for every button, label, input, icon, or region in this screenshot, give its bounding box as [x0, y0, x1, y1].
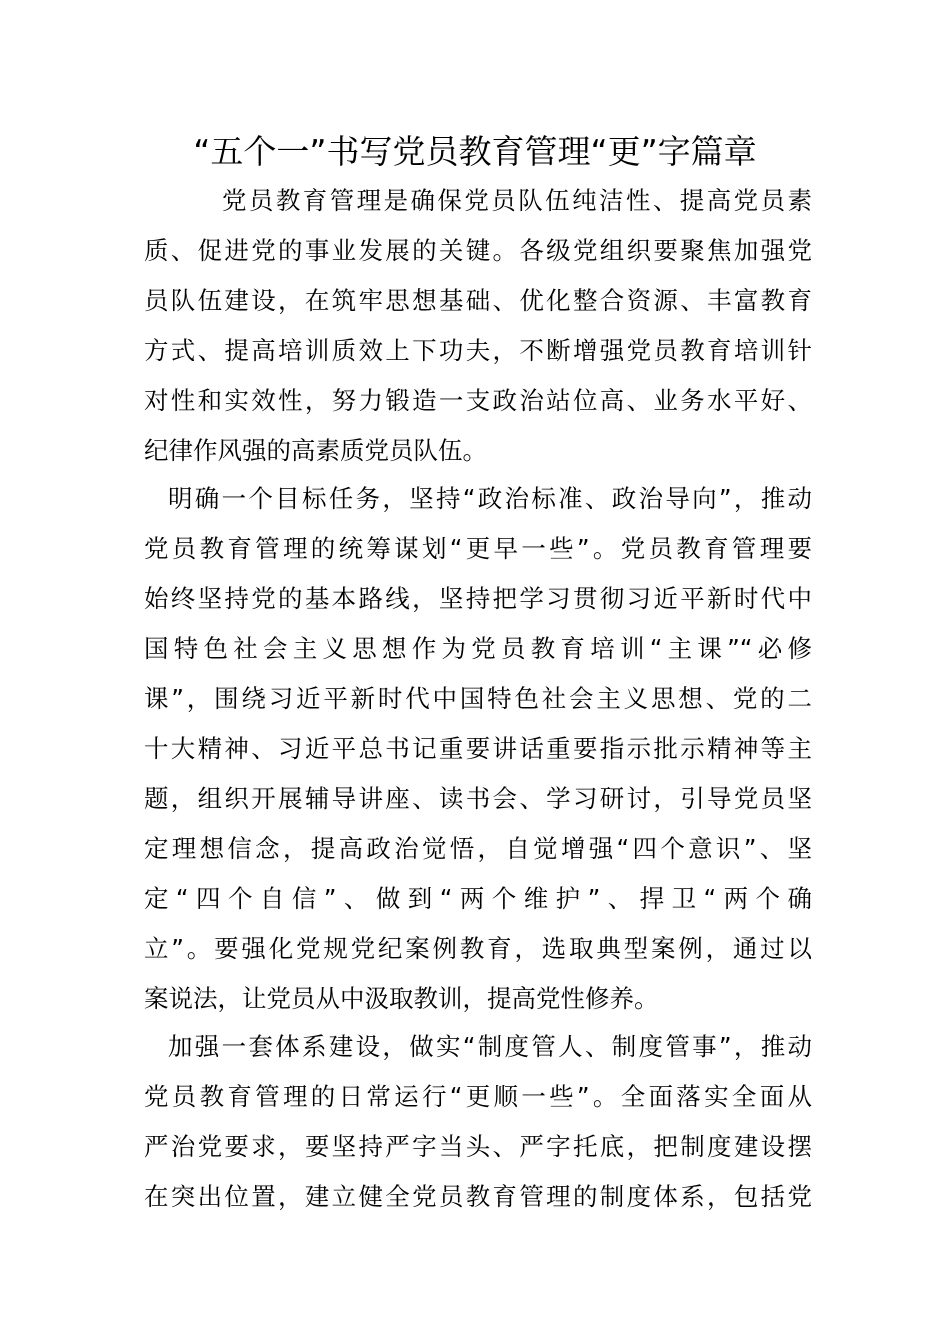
paragraph-3 — [144, 1022, 812, 1222]
paragraph-1 — [144, 176, 812, 476]
paragraph-line: 定理想信念，提高政治觉悟，自觉增强“四个意识”、坚 — [144, 834, 812, 863]
paragraph-line: 党员教育管理的统筹谋划“更早一些”。党员教育管理要 — [144, 534, 812, 563]
paragraph-line: 对性和实效性，努力锻造一支政治站位高、业务水平好、 — [144, 386, 812, 415]
paragraph-line: 始终坚持党的基本路线，坚持把学习贯彻习近平新时代中 — [144, 584, 812, 613]
paragraph-line: 纪律作风强的高素质党员队伍。 — [144, 436, 487, 465]
paragraph-line: 立”。要强化党规党纪案例教育，选取典型案例，通过以 — [144, 934, 812, 963]
paragraph-line: 在突出位置，建立健全党员教育管理的制度体系，包括党 — [144, 1182, 812, 1211]
paragraph-line: 定“四个自信”、做到“两个维护”、捍卫“两个确 — [144, 884, 812, 913]
paragraph-line: 严治党要求，要坚持严字当头、严字托底，把制度建设摆 — [144, 1132, 812, 1161]
paragraph-line: 课”，围绕习近平新时代中国特色社会主义思想、党的二 — [144, 684, 812, 713]
paragraph-line: 国特色社会主义思想作为党员教育培训“主课”“必修 — [144, 634, 812, 663]
document-title: “五个一”书写党员教育管理“更”字篇章 — [193, 132, 757, 171]
paragraph-line: 质、促进党的事业发展的关键。各级党组织要聚焦加强党 — [144, 236, 812, 265]
paragraph-line: 加强一套体系建设，做实“制度管人、制度管事”，推动 — [168, 1032, 812, 1061]
paragraph-2 — [144, 474, 812, 1024]
paragraph-line: 员队伍建设，在筑牢思想基础、优化整合资源、丰富教育 — [144, 286, 812, 315]
paragraph-line: 案说法，让党员从中汲取教训，提高党性修养。 — [144, 984, 659, 1013]
paragraph-line: 党员教育管理的日常运行“更顺一些”。全面落实全面从 — [144, 1082, 812, 1111]
paragraph-line: 方式、提高培训质效上下功夫，不断增强党员教育培训针 — [144, 336, 812, 365]
paragraph-line: 题，组织开展辅导讲座、读书会、学习研讨，引导党员坚 — [144, 784, 812, 813]
paragraph-line: 十大精神、习近平总书记重要讲话重要指示批示精神等主 — [144, 734, 812, 763]
paragraph-line: 党员教育管理是确保党员队伍纯洁性、提高党员素 — [222, 186, 812, 215]
paragraph-line: 明确一个目标任务，坚持“政治标准、政治导向”，推动 — [168, 484, 812, 513]
